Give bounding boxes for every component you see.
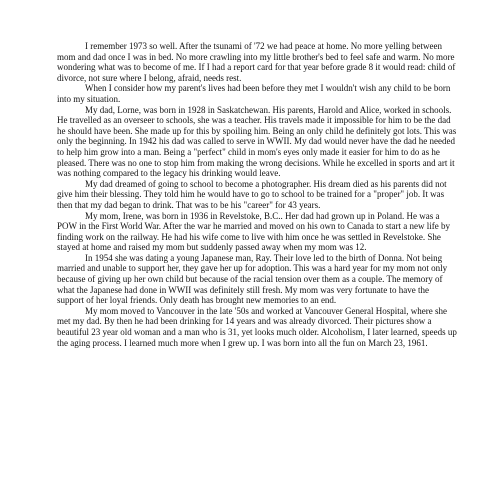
document-page <box>57 41 457 348</box>
paragraph: My dad dreamed of going to school to become a photographer. His dream died as his parents did not give him their blessing. They told him he would have to go to school to be trained for a "proper" job. It was then that my dad began to drink. That was to be his "career" for 43 years. <box>57 178 447 210</box>
paragraph: My mom moved to Vancouver in the late '50s and worked at Vancouver General Hospital, where she met my dad. By then he had been drinking for 14 years and was already divorced. Their pictures show a beautiful 23 year old woman and a man who is 31, yet looks much older. Alcoholism, I later learned, speeds up the aging process. I learned much more when I grew up. I was born into all the fun on March 23, 1961. <box>57 305 457 348</box>
paragraph: In 1954 she was dating a young Japanese man, Ray. Their love led to the birth of Donna. Not being married and unable to support her, they gave her up for adoption. This was a hard year for my mom not only because of giving up her own child but because of the racial tension over them as a couple. The memory of what the Japanese had done in WWII was definitely still fresh. My mom was very fortunate to have the support of her loyal friends. Only death has brought new memories to an end. <box>57 252 448 306</box>
paragraph: I remember 1973 so well. After the tsunami of '72 we had peace at home. No more yelling between mom and dad once I was in bed. No more crawling into my little brother's bed to feel safe and warm. No more wondering what was to become of me. If I had a report card for that year before grade 8 it would read: child of divorce, not sure where I belong, afraid, needs rest. <box>57 41 456 83</box>
paragraph: When I consider how my parent's lives had been before they met I wouldn't wish any child to be born into my situation. <box>57 83 451 104</box>
paragraph: My dad, Lorne, was born in 1928 in Saskatchewan. His parents, Harold and Alice, worked in schools. He travelled as an overseer to schools, she was a teacher. His travels made it impossible for him to be the dad he should have been. She made up for this by spoiling him. Being an only child he definitely got lots. This was only the beginning. In 1942 his dad was called to serve in WWII. My dad would never have the dad he needed to help him grow into a man. Being a "perfect" child in mom's eyes only made it easier for him to do as he pleased. There was no one to stop him from making the wrong decisions. While he excelled in sports and art it was nothing compared to the legacy his drinking would leave. <box>57 104 457 179</box>
paragraph: My mom, Irene, was born in 1936 in Revelstoke, B.C.. Her dad had grown up in Poland. He was a POW in the First World War. After the war he married and moved on his own to Canada to start a new life by finding work on the railway. He had his wife come to live with him once he was settled in Revelstoke. She stayed at home and raised my mom but suddenly passed away when my mom was 12. <box>57 210 450 253</box>
